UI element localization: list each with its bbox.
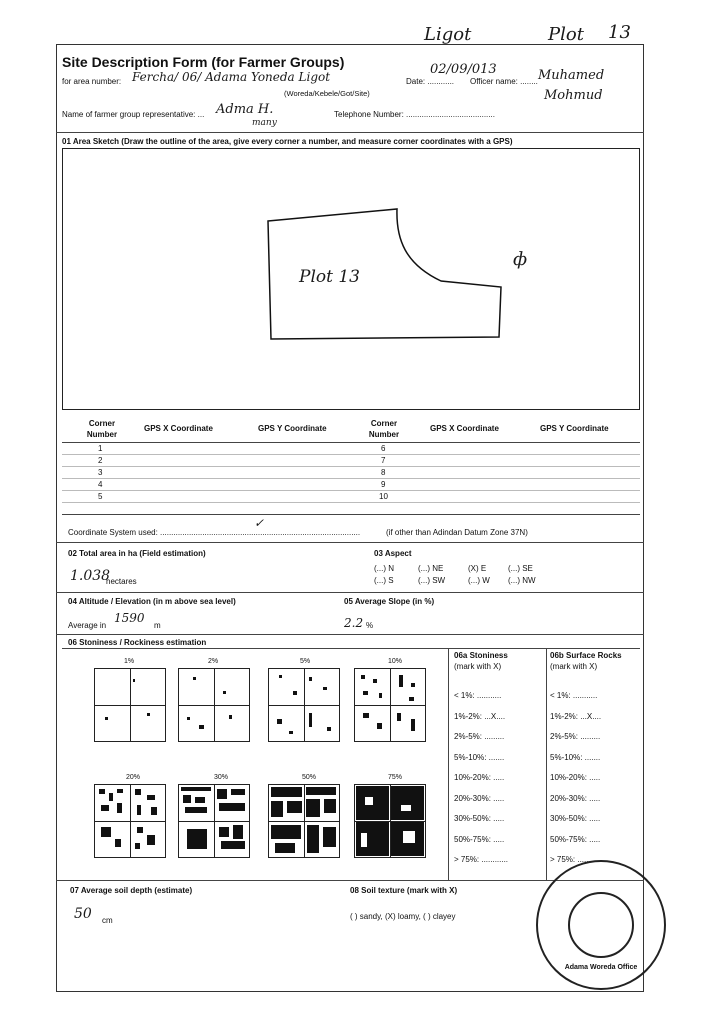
- table-rule: [62, 478, 640, 479]
- stoniness-option[interactable]: 10%-20%: .....: [454, 773, 505, 782]
- total-area-unit: hectares: [106, 577, 137, 586]
- stoniness-option[interactable]: > 75%: ............: [454, 855, 509, 864]
- section-05-title: 05 Average Slope (in %): [344, 597, 435, 606]
- percent-label: 30%: [214, 774, 229, 781]
- column-divider: [448, 648, 449, 880]
- stoniness-grid-1: [94, 668, 166, 742]
- area-sketch-box[interactable]: [62, 148, 640, 410]
- stoniness-grid-30: [178, 784, 250, 858]
- surface-rocks-subtitle: (mark with X): [550, 662, 598, 671]
- coordinate-system-label[interactable]: Coordinate System used: ..........................................................................................: [68, 528, 361, 537]
- aspect-s[interactable]: (...) S: [374, 576, 394, 585]
- officer-name-label: Officer name: ........: [470, 77, 538, 86]
- soil-depth-unit: cm: [102, 916, 113, 925]
- section-06-title: 06 Stoniness / Rockiness estimation: [68, 638, 207, 647]
- representative-value[interactable]: Adma H.: [216, 102, 274, 117]
- handwritten-site-name: Ligot: [424, 24, 472, 45]
- gps-x-header-left: GPS X Coordinate: [144, 424, 213, 433]
- table-row-number: 4: [98, 480, 103, 489]
- aspect-se[interactable]: (...) SE: [508, 564, 533, 573]
- coordinate-system-tick: ✓: [254, 516, 265, 530]
- telephone-label[interactable]: Telephone Number: ........................................: [334, 110, 495, 119]
- table-row-number: 7: [381, 456, 386, 465]
- slope-value[interactable]: 2.2: [344, 616, 364, 630]
- percent-label: 20%: [126, 774, 141, 781]
- area-number-hint: (Woreda/Kebele/Got/Site): [284, 89, 370, 98]
- altitude-unit: m: [154, 621, 161, 630]
- aspect-sw[interactable]: (...) SW: [418, 576, 446, 585]
- surface-rocks-option[interactable]: 1%-2%: ...X....: [550, 711, 602, 721]
- divider: [56, 634, 644, 635]
- surface-rocks-option[interactable]: 5%-10%: .......: [550, 752, 601, 762]
- section-08-title: 08 Soil texture (mark with X): [350, 886, 458, 895]
- table-row-number: 1: [98, 444, 103, 453]
- officer-name-value-2: Mohmud: [544, 88, 603, 103]
- section-04-title: 04 Altitude / Elevation (in m above sea level): [68, 597, 236, 606]
- handwritten-plot-word: Plot: [548, 24, 584, 45]
- stoniness-option[interactable]: 30%-50%: .....: [454, 814, 505, 823]
- table-rule: [62, 502, 640, 503]
- stoniness-option[interactable]: 50%-75%: .....: [454, 834, 505, 844]
- surface-rocks-option[interactable]: 30%-50%: .....: [550, 814, 601, 823]
- aspect-e[interactable]: (X) E: [468, 564, 487, 573]
- table-rule: [62, 454, 640, 455]
- percent-label: 5%: [300, 658, 311, 665]
- soil-texture-options[interactable]: ( ) sandy, (X) loamy, ( ) clayey: [350, 912, 456, 921]
- stoniness-option[interactable]: 5%-10%: .......: [454, 752, 505, 762]
- altitude-label: Average in: [68, 621, 107, 630]
- section-07-title: 07 Average soil depth (estimate): [70, 886, 193, 895]
- total-area-value[interactable]: 1.038: [70, 568, 111, 584]
- corner-number-header-right: Corner Number: [368, 419, 400, 439]
- stoniness-option[interactable]: < 1%: ...........: [454, 691, 502, 700]
- form-title: Site Description Form (for Farmer Groups): [62, 54, 345, 70]
- stamp-text: Adama Woreda Office: [564, 964, 638, 971]
- gps-x-header-right: GPS X Coordinate: [430, 424, 499, 433]
- handwritten-plot-number: 13: [608, 22, 631, 43]
- table-row-number: 3: [98, 468, 103, 477]
- soil-depth-value[interactable]: 50: [74, 906, 92, 922]
- stoniness-grid-5: [268, 668, 340, 742]
- table-rule: [62, 442, 640, 443]
- officer-name-value[interactable]: Muhamed: [538, 68, 605, 83]
- representative-label: Name of farmer group representative: ...: [62, 110, 205, 119]
- divider: [56, 132, 644, 133]
- stoniness-option[interactable]: 1%-2%: ...X....: [454, 711, 506, 721]
- gps-y-header-left: GPS Y Coordinate: [258, 424, 327, 433]
- percent-label: 10%: [388, 658, 403, 665]
- stamp-emblem: [568, 892, 634, 958]
- table-row-number: 9: [381, 480, 386, 489]
- stoniness-option[interactable]: 2%-5%: .........: [454, 732, 505, 741]
- stoniness-option[interactable]: 20%-30%: .....: [454, 793, 505, 803]
- coordinate-system-note: (if other than Adindan Datum Zone 37N): [386, 528, 528, 537]
- aspect-nw[interactable]: (...) NW: [508, 576, 536, 585]
- surface-rocks-option[interactable]: 10%-20%: .....: [550, 773, 601, 782]
- surface-rocks-option[interactable]: 2%-5%: .........: [550, 732, 601, 741]
- stoniness-grid-2: [178, 668, 250, 742]
- percent-label: 50%: [302, 774, 317, 781]
- stoniness-grid-75: [354, 784, 426, 858]
- aspect-ne[interactable]: (...) NE: [418, 564, 444, 573]
- area-number-value[interactable]: Fercha/ 06/ Adama Yoneda Ligot: [132, 70, 331, 84]
- area-number-label: for area number:: [62, 77, 122, 86]
- divider: [56, 542, 644, 543]
- stoniness-grid-50: [268, 784, 340, 858]
- representative-value-2: many: [252, 118, 277, 128]
- aspect-w[interactable]: (...) W: [468, 576, 490, 585]
- surface-rocks-option[interactable]: > 75%: ............: [550, 855, 605, 864]
- column-divider: [546, 648, 547, 880]
- table-row-number: 8: [381, 468, 386, 477]
- stoniness-options[interactable]: [454, 686, 508, 871]
- table-row-number: 6: [381, 444, 386, 453]
- altitude-value[interactable]: 1590: [114, 611, 145, 625]
- table-rule: [62, 466, 640, 467]
- gps-y-header-right: GPS Y Coordinate: [540, 424, 609, 433]
- surface-rocks-options[interactable]: [550, 686, 604, 871]
- sketch-plot-label: Plot 13: [299, 267, 360, 287]
- section-03-title: 03 Aspect: [374, 549, 412, 558]
- sketch-mark: ф: [513, 249, 528, 270]
- stoniness-subtitle: (mark with X): [454, 662, 502, 671]
- slope-unit: %: [366, 621, 374, 630]
- stoniness-title: 06a Stoniness: [454, 651, 508, 660]
- section-02-title: 02 Total area in ha (Field estimation): [68, 549, 206, 558]
- surface-rocks-title: 06b Surface Rocks: [550, 651, 622, 660]
- date-value[interactable]: 02/09/013: [430, 62, 497, 77]
- table-row-number: 5: [98, 492, 103, 501]
- form-page: [56, 44, 644, 992]
- surface-rocks-option[interactable]: < 1%: ...........: [550, 691, 598, 700]
- official-stamp: [536, 860, 666, 990]
- section-01-title: 01 Area Sketch (Draw the outline of the area, give every corner a number, and measure corner coordinates with a GPS): [62, 137, 513, 146]
- surface-rocks-option[interactable]: 50%-75%: .....: [550, 834, 601, 844]
- table-row-number: 10: [379, 492, 388, 501]
- divider: [62, 648, 640, 649]
- corner-number-header-left: Corner Number: [86, 419, 118, 439]
- table-rule: [62, 514, 640, 515]
- aspect-n[interactable]: (...) N: [374, 564, 394, 573]
- divider: [56, 592, 644, 593]
- percent-label: 1%: [124, 658, 135, 665]
- table-row-number: 2: [98, 456, 103, 465]
- percent-label: 75%: [388, 774, 403, 781]
- surface-rocks-option[interactable]: 20%-30%: .....: [550, 793, 601, 803]
- date-label: Date: ............: [406, 77, 455, 86]
- stoniness-grid-20: [94, 784, 166, 858]
- percent-label: 2%: [208, 658, 219, 665]
- table-rule: [62, 490, 640, 491]
- stoniness-grid-10: [354, 668, 426, 742]
